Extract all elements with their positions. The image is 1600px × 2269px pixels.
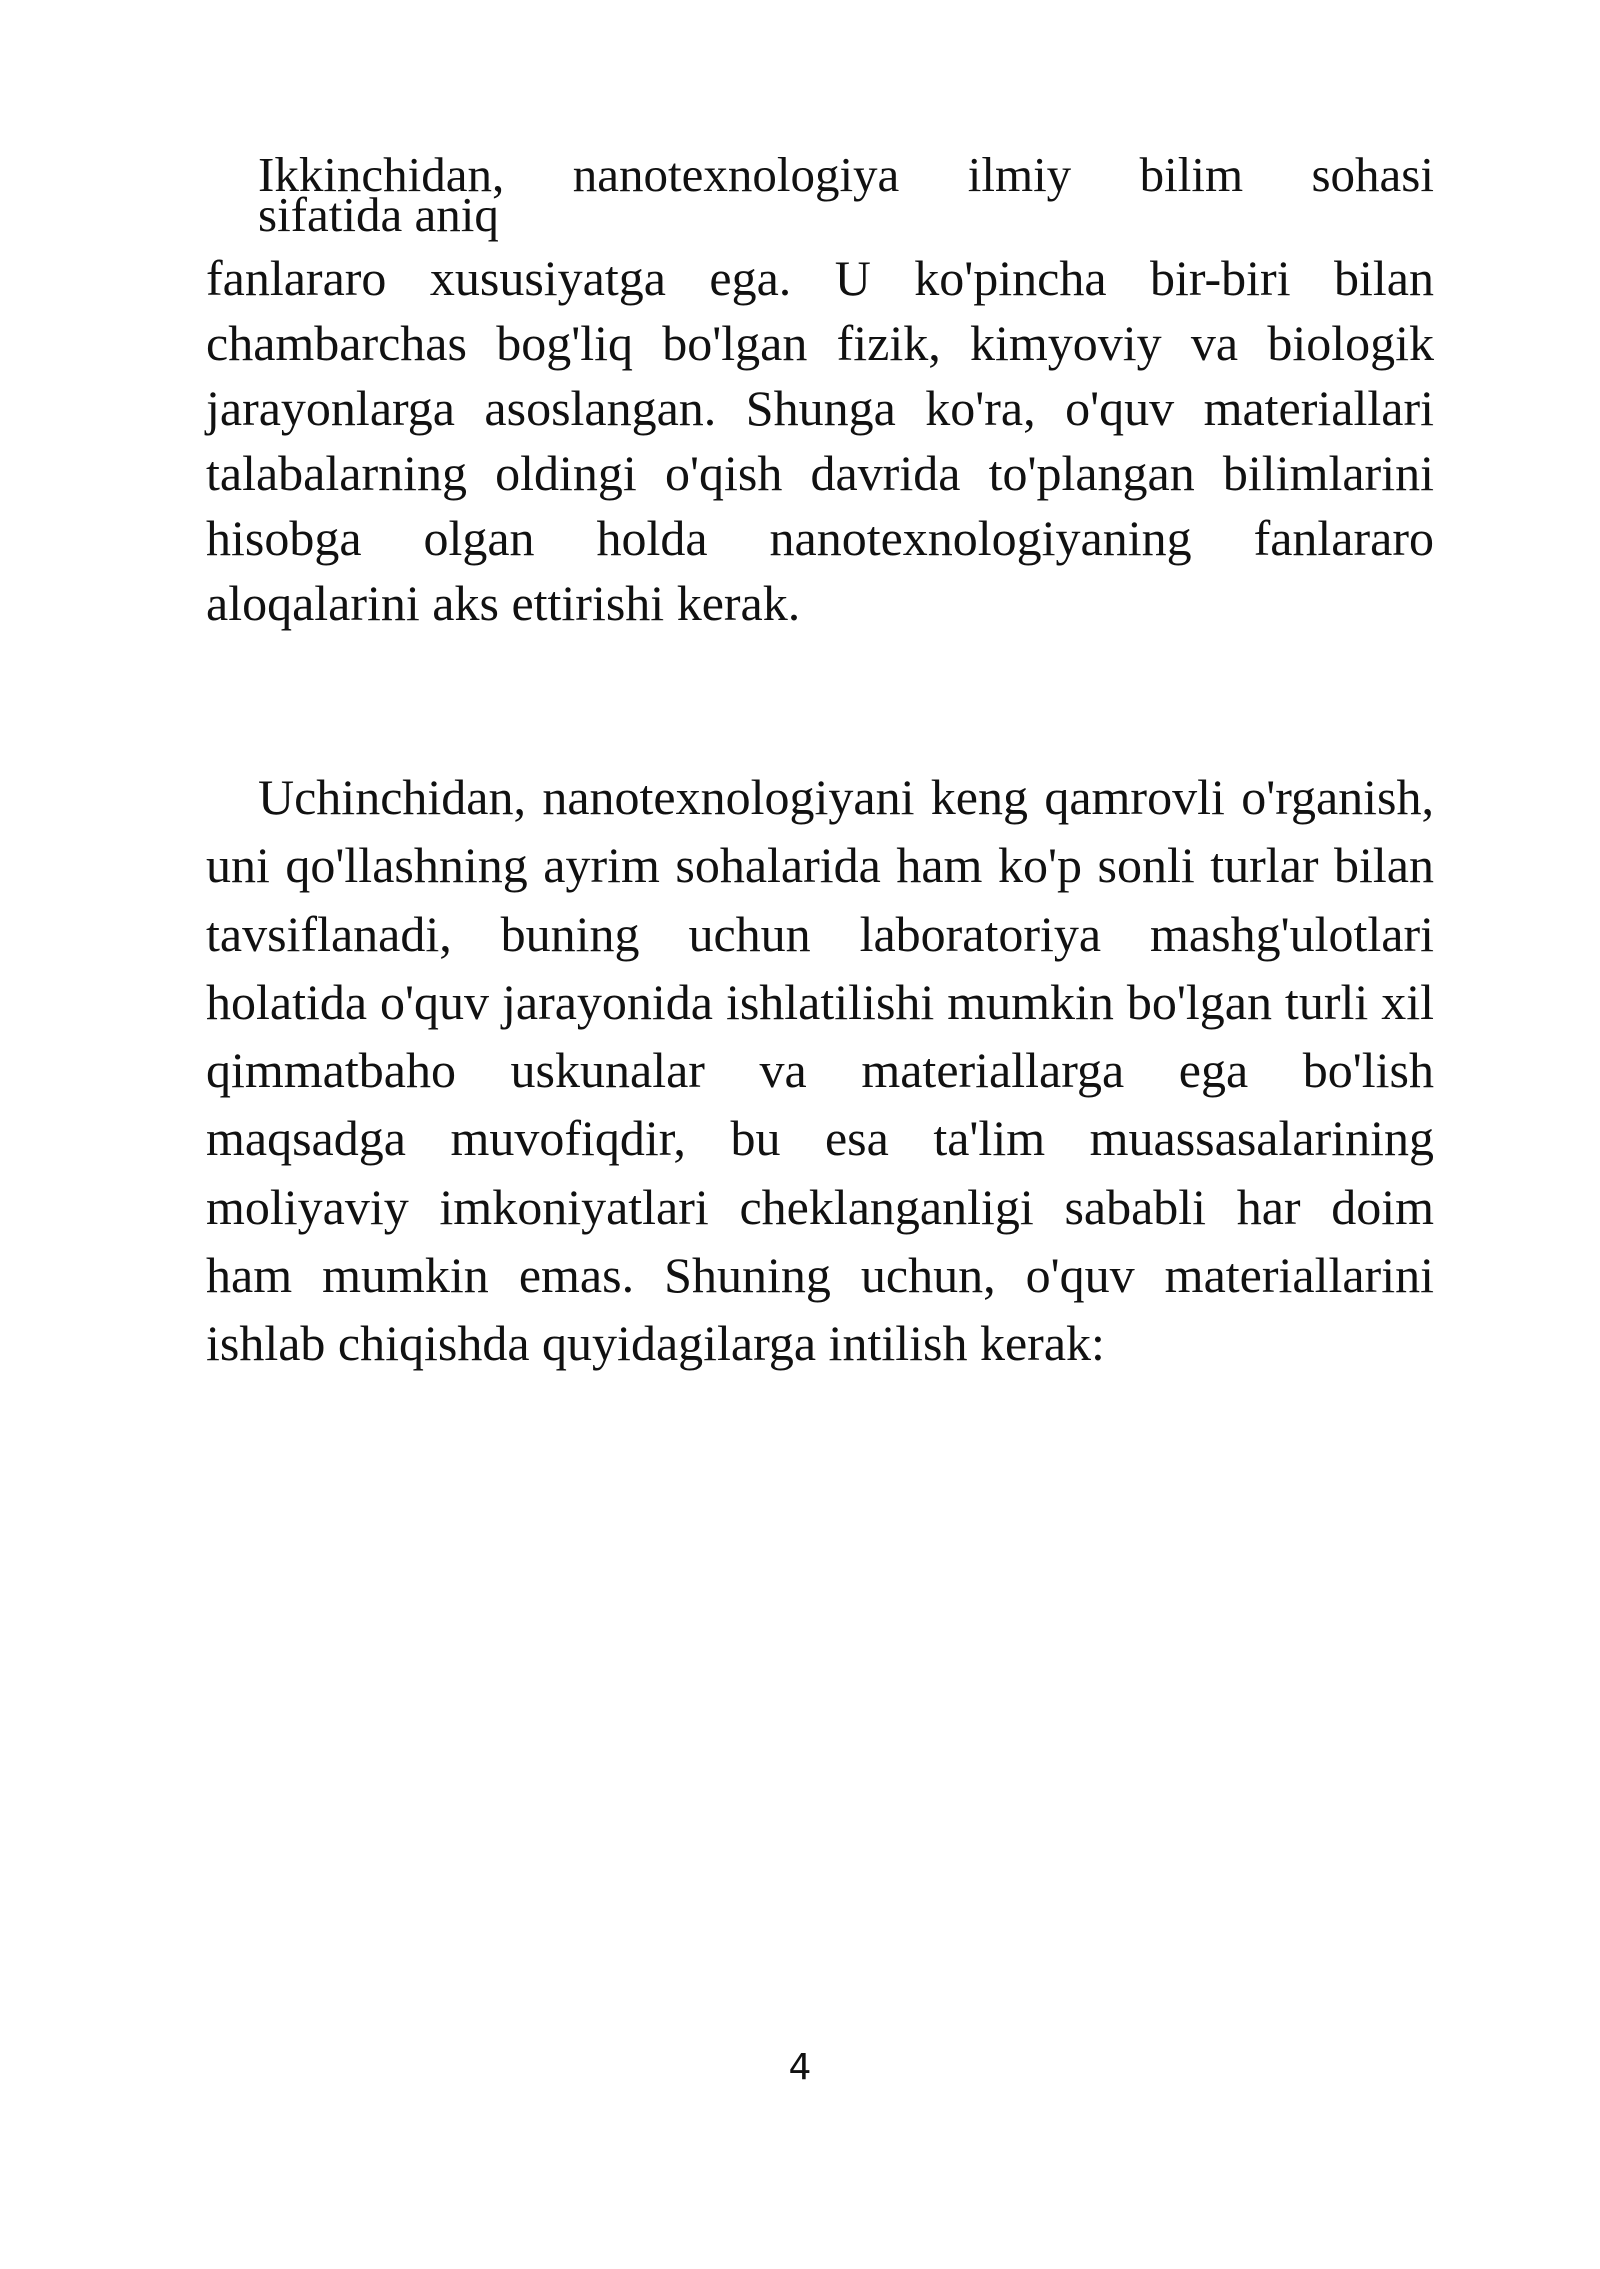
paragraph-2: Uchinchidan, nanotexnologiyani keng qamrovli o'rganish, uni qo'llashning ayrim sohalarida ham ko'p sonli turlar bilan tavsiflanadi, buning uchun laboratoriya mashg'ulotlari holatida o'quv jarayonida ishlatilishi mumkin bo'lgan turli xil qimmatbaho uskunalar va materiallarga ega bo'lish maqsadga muvofiqdir, bu esa ta'lim muassasalarining moliyaviy imkoniyatlari cheklanganligi sababli har doim ham mumkin emas. Shuning uchun, o'quv materiallarini ishlab chiqishda quyidagilarga intilish kerak: <box>206 769 1434 1372</box>
paragraph-1-body: fanlararo xususiyatga ega. U ko'pincha bir-biri bilan chambarchas bog'liq bo'lgan fizik, kimyoviy va biologik jarayonlarga asoslangan. Shunga ko'ra, o'quv materiallari talabalarning oldingi o'qish davrida to'plangan bilimlarini hisobga olgan holda nanotexnologiyaning fanlararo aloqalarini aks ettirishi kerak. <box>206 250 1434 631</box>
page-number: 4 <box>788 2047 812 2088</box>
paragraph-1-heading-lines <box>258 147 1434 242</box>
paragraph-1-line-1: Ikkinchidan, nanotexnologiya ilmiy bilim sohasi <box>258 147 1434 202</box>
paragraph-1-line-2: sifatida aniq <box>258 187 499 242</box>
